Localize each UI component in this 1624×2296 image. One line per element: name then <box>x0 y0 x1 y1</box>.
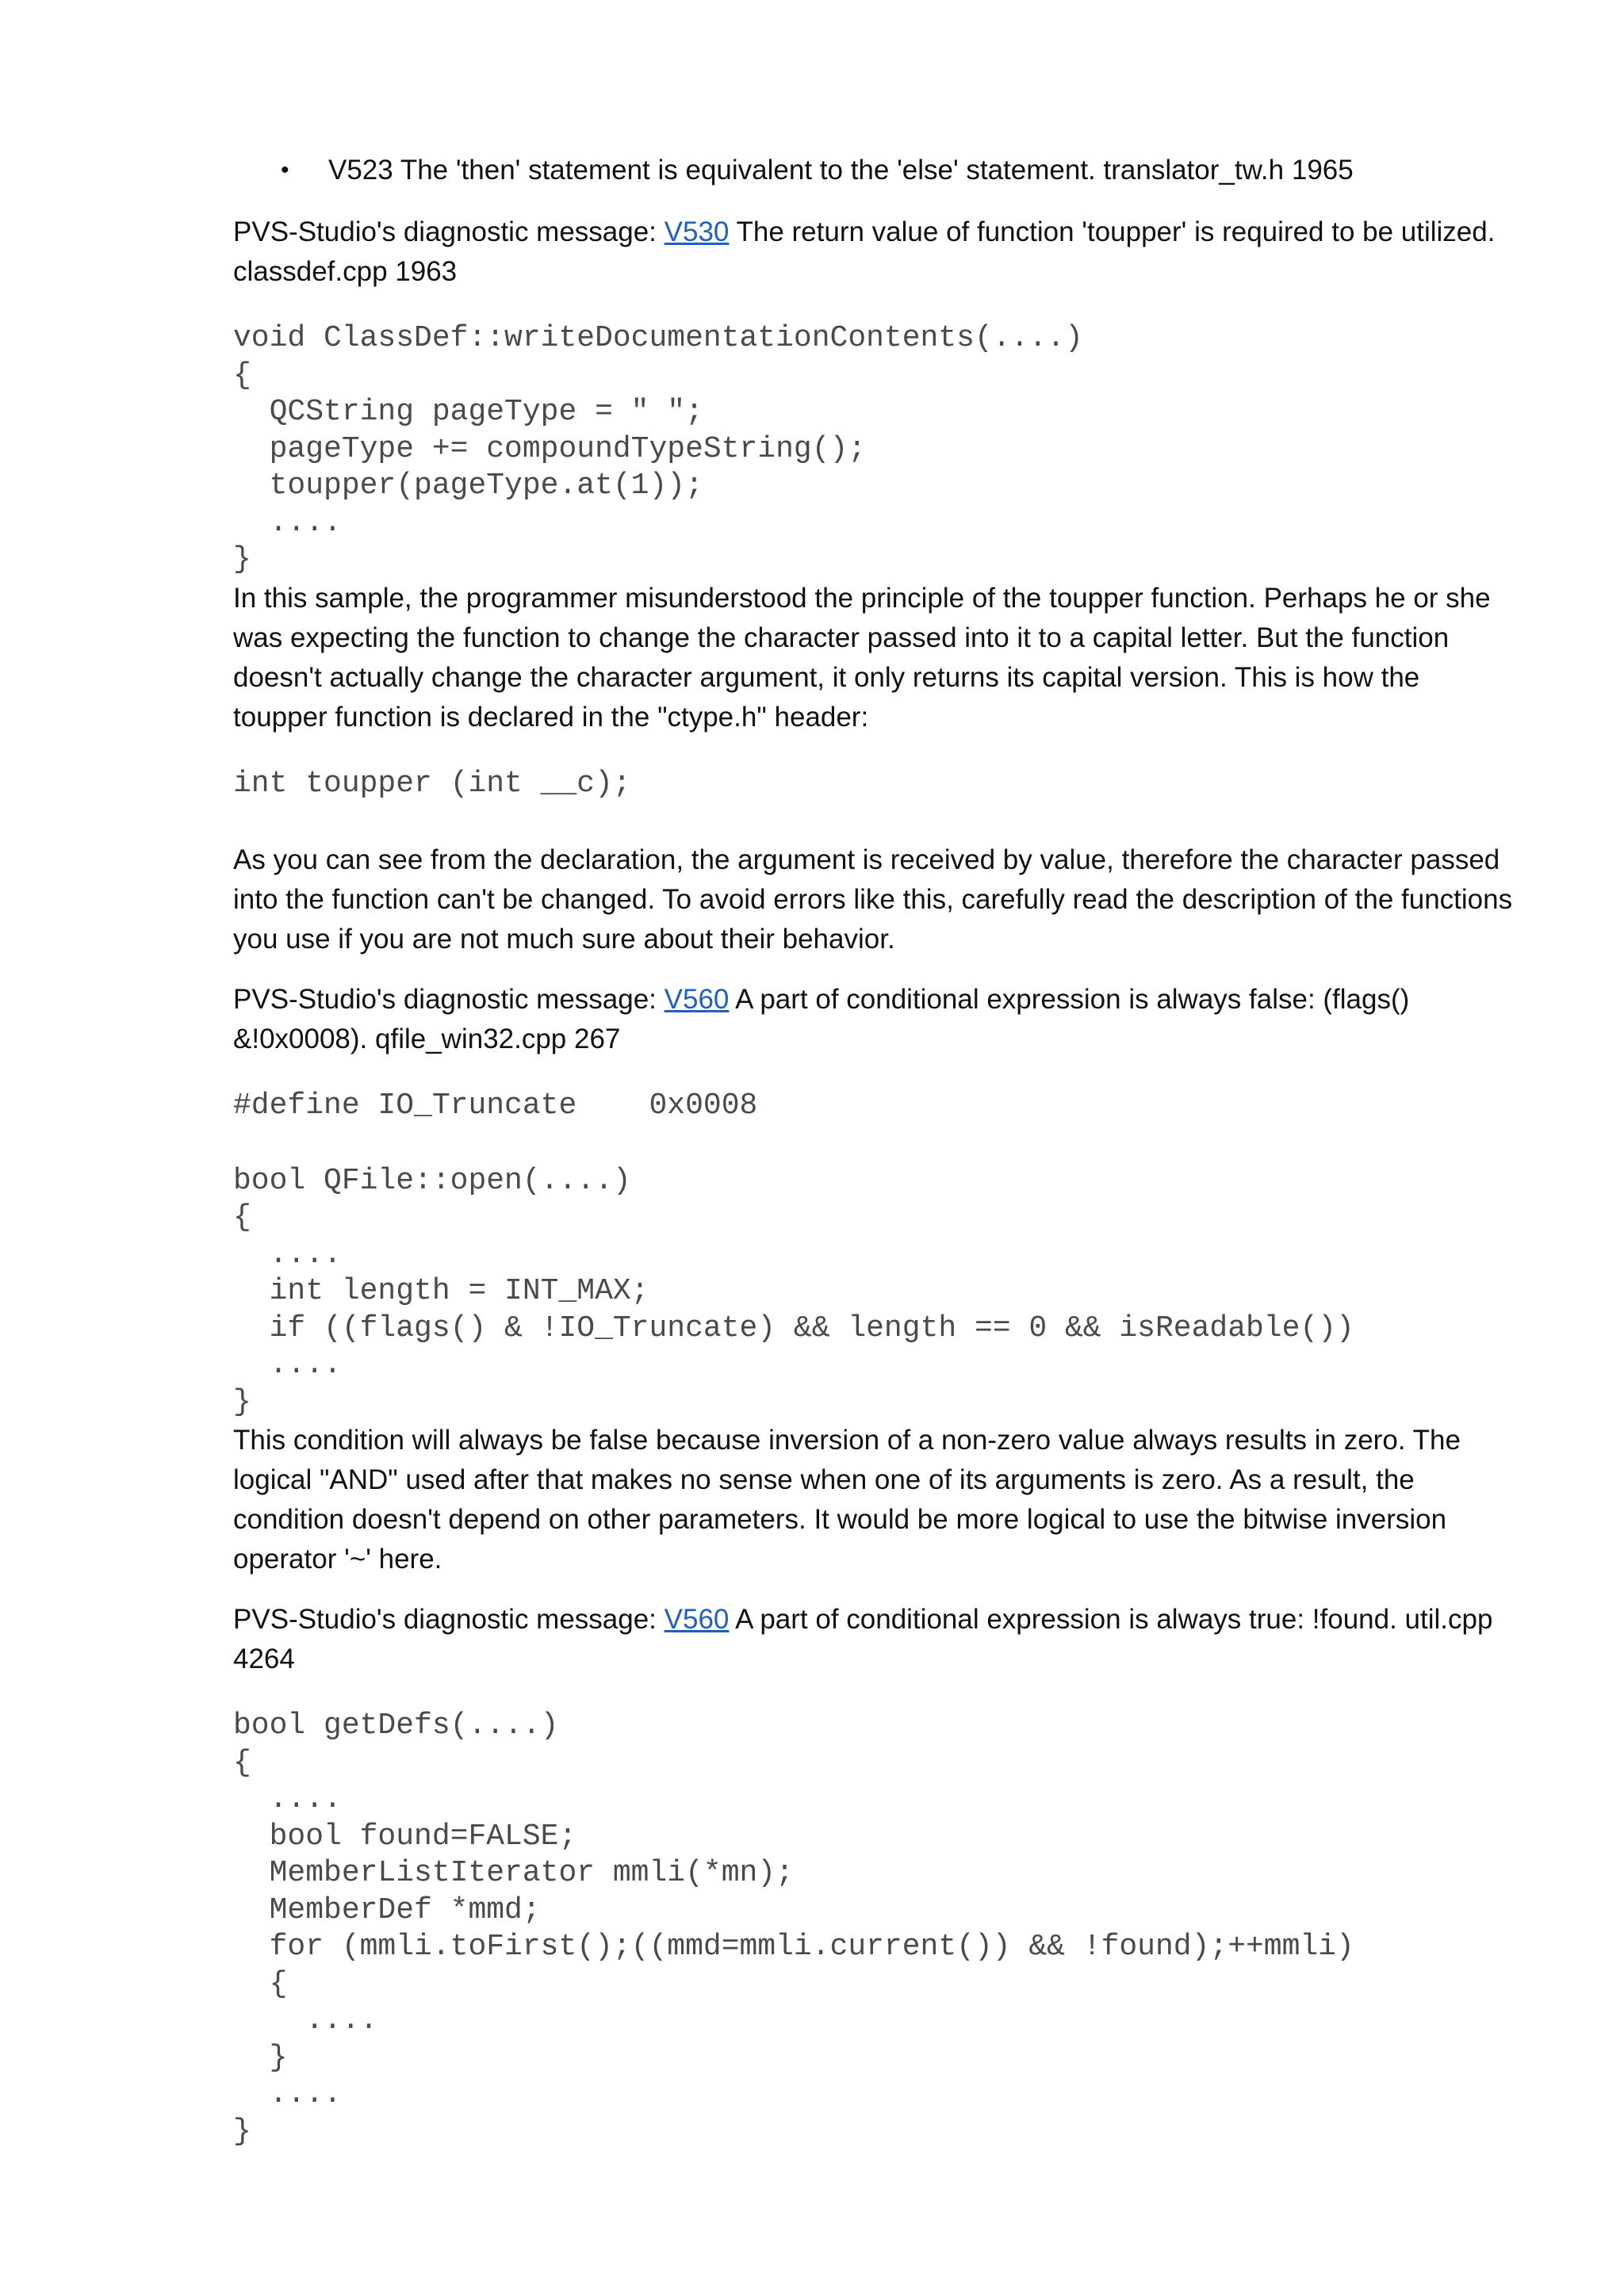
diagnostic-message-v530: PVS-Studio's diagnostic message: V530 The return value of function 'toupper' is required to be utilized. classdef.cpp 1963 <box>233 216 1496 287</box>
diagnostic-link-v560-false[interactable]: V560 <box>664 984 730 1015</box>
code-block-qfile-open: bool QFile::open(....) { .... int length = INT_MAX; if ((flags() & !IO_Truncate) && length == 0 && isReadable()) .... } <box>233 1163 1354 1419</box>
diagnostic-message-v560-false: PVS-Studio's diagnostic message: V560 A part of conditional expression is always false: (flags() &!0x0008). qfile_win32.cpp 267 <box>233 984 1410 1054</box>
code-block-define-io-truncate: #define IO_Truncate 0x0008 <box>233 1089 758 1123</box>
bullet-icon: • <box>281 157 289 183</box>
diagnostic-link-v560-true[interactable]: V560 <box>664 1604 730 1635</box>
diagnostic-message-v560-true: PVS-Studio's diagnostic message: V560 A part of conditional expression is always true: !found. util.cpp 4264 <box>233 1604 1493 1674</box>
paragraph-by-value: As you can see from the declaration, the argument is received by value, therefore the character passed into the function can't be changed. To avoid errors like this, carefully read the description of the functions you use if you are not much sure about their behavior. <box>233 844 1513 955</box>
document-page <box>233 151 1518 2150</box>
code-block-getdefs: bool getDefs(....) { .... bool found=FALSE; MemberListIterator mmli(*mn); MemberDef *mmd; for (mmli.toFirst();((mmd=mmli.current()) && !found);++mmli) { .... } .... } <box>233 1709 1354 2149</box>
code-block-writedocumentation: void ClassDef::writeDocumentationContents(....) { QCString pageType = " "; pageType += compoundTypeString(); toupper(pageType.at(1)); .... } <box>233 321 1083 576</box>
diagnostic-link-v530[interactable]: V530 <box>664 216 730 247</box>
paragraph-condition-always-false: This condition will always be false because inversion of a non-zero value always results in zero. The logical "AND" used after that makes no sense when one of its arguments is zero. As a result, the condition doesn't depend on other parameters. It would be more logical to use the bitwise inversion operator '~' here. <box>233 1425 1461 1575</box>
paragraph-toupper-explanation: In this sample, the programmer misunderstood the principle of the toupper function. Perhaps he or she was expecting the function to change the character passed into it to a capital letter. But the function doesn't actually change the character argument, it only returns its capital version. This is how the toupper function is declared in the "ctype.h" header: <box>233 582 1491 733</box>
bullet-item-v523 <box>281 151 1518 190</box>
bullet-text: V523 The 'then' statement is equivalent to the 'else' statement. translator_tw.h 1965 <box>328 155 1354 186</box>
code-block-toupper-declaration: int toupper (int __c); <box>233 766 631 801</box>
